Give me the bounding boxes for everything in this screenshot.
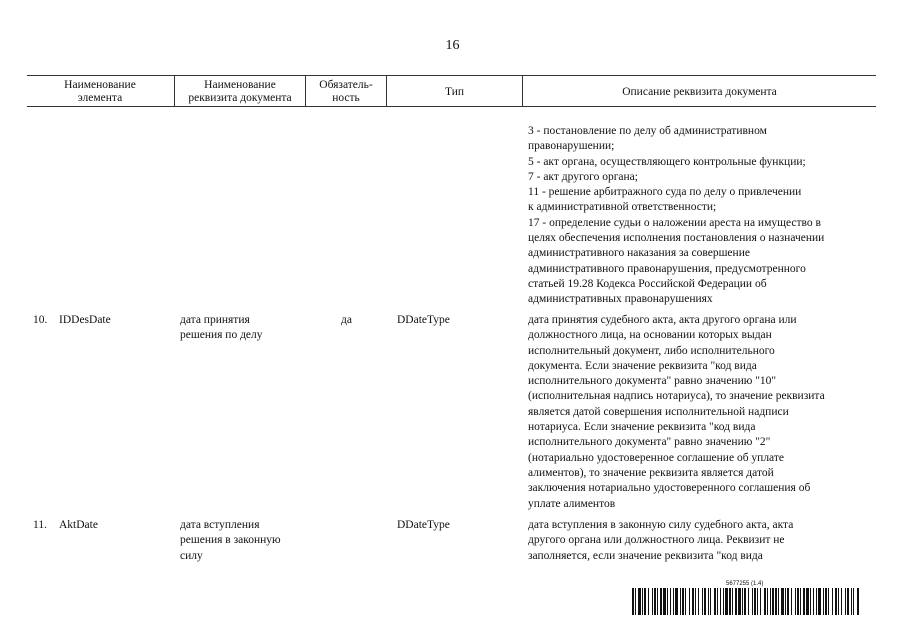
- requisite-line: решения в законную: [180, 534, 281, 547]
- requisite-line: дата вступления: [180, 519, 260, 531]
- row-requisite-name: [180, 518, 281, 564]
- description-line: правонарушении;: [528, 140, 615, 153]
- description-line: к административной ответственности;: [528, 201, 717, 214]
- header-requisite-name-line2: реквизита документа: [188, 92, 292, 104]
- header-type: Тип: [444, 86, 465, 98]
- description-line: 7 - акт другого органа;: [528, 170, 638, 183]
- description-line: нотариуса. Если значение реквизита "код вида: [528, 421, 756, 434]
- header-description: Описание реквизита документа: [622, 86, 777, 98]
- requisite-line: решения по делу: [180, 329, 263, 342]
- description-line: административного правонарушения, предусмотренного: [528, 262, 806, 275]
- description-line: другого органа или должностного лица. Реквизит не: [528, 534, 785, 547]
- row-type: DDateType: [397, 519, 450, 531]
- continuation-description: [528, 124, 824, 308]
- description-line: исполнительного документа" равно значению "2": [528, 436, 771, 449]
- header-requisite-name: [175, 79, 305, 105]
- description-line: 5 - акт органа, осуществляющего контрольные функции;: [528, 155, 806, 168]
- description-line: целях обеспечения исполнения постановления о назначении: [528, 232, 825, 245]
- header-element-name: [27, 79, 173, 105]
- description-line: является датой совершения исполнительной надписи: [528, 405, 789, 418]
- row-number: 11.: [33, 519, 47, 531]
- description-line: (нотариально удостоверенное соглашение об уплате: [528, 451, 784, 464]
- table-header-top-rule: [27, 75, 876, 76]
- description-line: алиментов), то значение реквизита является датой: [528, 466, 774, 479]
- header-required-line1: Обязатель-: [319, 79, 373, 91]
- description-line: 3 - постановление по делу об административном: [528, 125, 767, 137]
- row-element-name: IDDesDate: [59, 314, 111, 326]
- requisite-line: силу: [180, 549, 203, 562]
- row-description: [528, 518, 793, 564]
- barcode-label: 5677255 (1.4): [726, 581, 764, 587]
- header-element-name-line1: Наименование: [64, 79, 136, 91]
- row-requisite-name: [180, 313, 263, 344]
- table-header-bottom-rule: [27, 106, 876, 107]
- description-line: исполнительный документ, либо исполнительного: [528, 344, 775, 357]
- row-number: 10.: [33, 314, 48, 326]
- header-required-line2: ность: [332, 92, 360, 104]
- header-requisite-name-line1: Наименование: [204, 79, 276, 91]
- description-line: 17 - определение судьи о наложении ареста на имущество в: [528, 216, 821, 229]
- description-line: статьей 19.28 Кодекса Российской Федерации об: [528, 277, 767, 290]
- row-element-name: AktDate: [59, 519, 98, 531]
- description-line: дата принятия судебного акта, акта другого органа или: [528, 314, 797, 326]
- header-element-name-line2: элемента: [77, 92, 123, 104]
- description-line: уплате алиментов: [528, 497, 616, 510]
- description-line: дата вступления в законную силу судебного акта, акта: [528, 519, 794, 531]
- description-line: заполняется, если значение реквизита "код вида: [528, 549, 763, 562]
- description-line: исполнительного документа" равно значению "10": [528, 375, 777, 388]
- description-line: административного наказания за совершение: [528, 247, 750, 260]
- row-description: [528, 313, 825, 512]
- description-line: административных правонарушениях: [528, 293, 713, 306]
- description-line: (исполнительная надпись нотариуса), то значение реквизита: [528, 390, 825, 403]
- description-line: 11 - решение арбитражного суда по делу о привлечении: [528, 186, 802, 199]
- page-number: 16: [445, 38, 460, 53]
- header-required: [306, 79, 386, 105]
- row-type: DDateType: [397, 314, 450, 326]
- requisite-line: дата принятия: [180, 314, 250, 326]
- description-line: должностного лица, на основании которых выдан: [528, 329, 772, 342]
- description-line: документа. Если значение реквизита "код вида: [528, 359, 757, 372]
- description-line: заключения нотариально удостоверенного соглашения об: [528, 482, 811, 495]
- barcode-icon: [632, 588, 860, 615]
- row-required: да: [341, 314, 352, 326]
